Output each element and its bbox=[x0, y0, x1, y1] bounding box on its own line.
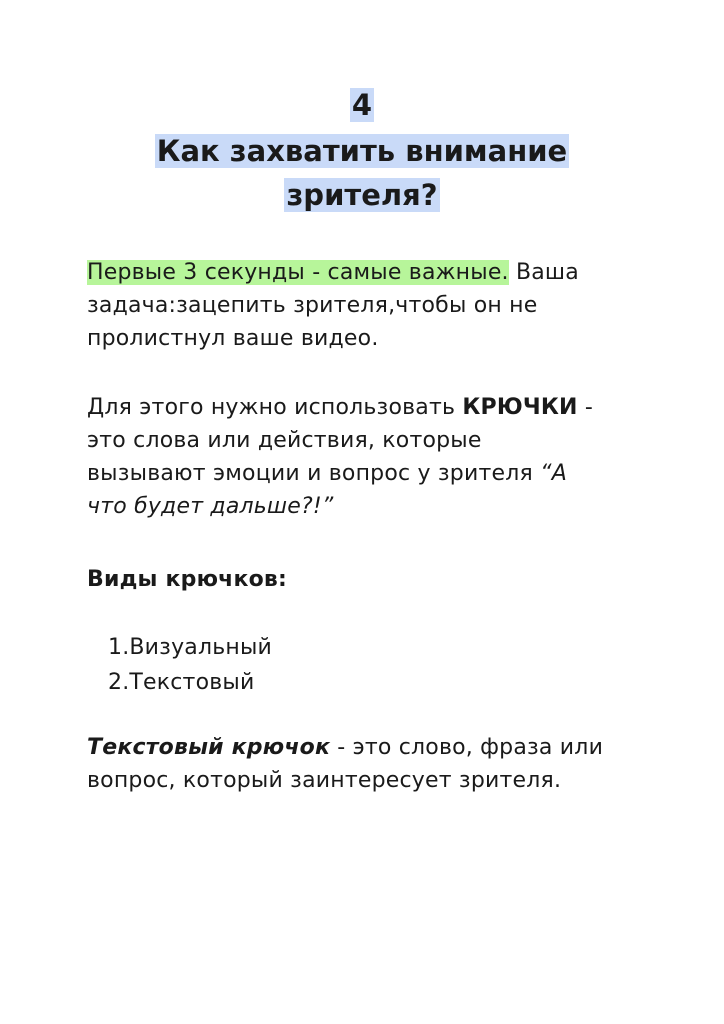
text-hook-line-2: вопрос, который заинтересует зрителя. bbox=[87, 768, 562, 793]
page-title-text-2: зрителя? bbox=[286, 178, 438, 212]
hooks-line-1 bbox=[87, 391, 647, 424]
hooks-quote-start: “А bbox=[540, 461, 567, 486]
hooks-keyword: КРЮЧКИ bbox=[462, 395, 578, 420]
intro-line-2: задача:зацепить зрителя,чтобы он не bbox=[87, 293, 538, 318]
list-item: 1.Визуальный bbox=[108, 635, 273, 660]
intro-line-3: пролистнул ваше видео. bbox=[87, 326, 379, 351]
hooks-line-1-prefix: Для этого нужно использовать bbox=[87, 395, 463, 420]
types-heading bbox=[87, 563, 647, 596]
text-hook-paragraph bbox=[87, 731, 647, 797]
hooks-line-3-text: вызывают эмоции и вопрос у зрителя bbox=[87, 461, 541, 486]
text-hook-line-1-rest: - это слово, фраза или bbox=[330, 735, 604, 760]
intro-line-1-rest: Ваша bbox=[508, 260, 579, 285]
hooks-paragraph bbox=[87, 391, 647, 523]
hooks-line-3 bbox=[87, 457, 647, 490]
hooks-quote-end: что будет дальше?!” bbox=[87, 494, 334, 519]
slide-number-text: 4 bbox=[351, 88, 373, 122]
hooks-line-2: это слова или действия, которые bbox=[87, 428, 482, 453]
hooks-line-1-suffix: - bbox=[577, 395, 593, 420]
intro-line-1 bbox=[87, 256, 647, 289]
list-item: 2.Текстовый bbox=[108, 670, 255, 695]
intro-paragraph bbox=[87, 256, 647, 355]
page-title-text-1: Как захватить внимание bbox=[156, 134, 568, 168]
hooks-line-4 bbox=[87, 490, 647, 523]
page-title-line-2 bbox=[0, 176, 724, 214]
text-hook-term: Текстовый крючок bbox=[87, 735, 331, 760]
text-hook-line-1 bbox=[87, 731, 647, 764]
slide-number bbox=[0, 86, 724, 124]
types-heading-text: Виды крючков: bbox=[87, 567, 288, 592]
intro-highlight: Первые 3 секунды - самые важные. bbox=[87, 260, 509, 285]
page-title-line-1 bbox=[0, 132, 724, 170]
